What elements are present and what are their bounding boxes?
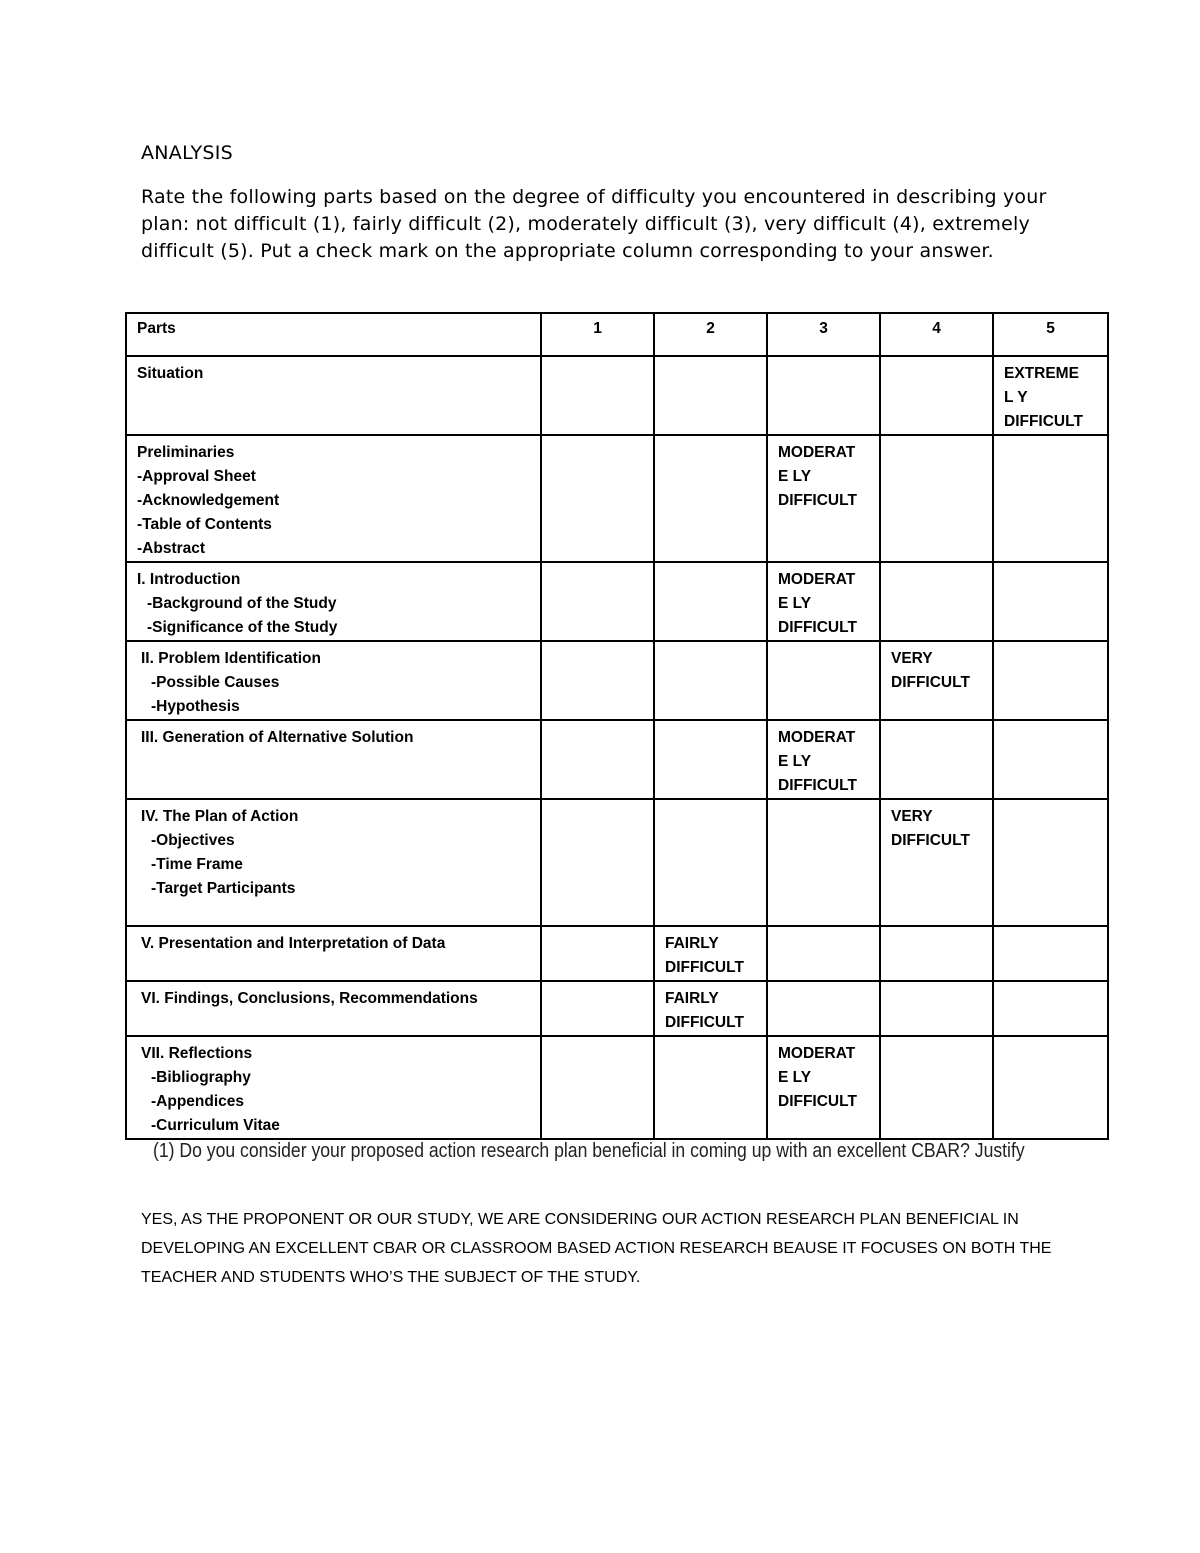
table-row <box>126 1036 1108 1139</box>
answer-text: YES, AS THE PROPONENT OR OUR STUDY, WE ARE CONSIDERING OUR ACTION RESEARCH PLAN BENEFICIAL IN DEVELOPING AN EXCELLENT CBAR OR CLASSROOM BASED ACTION RESEARCH BEAUSE IT FOCUSES ON BOTH THE TEACHER AND STUDENTS WHO’S THE SUBJECT OF THE STUDY. <box>141 1211 1052 1286</box>
header-col-5: 5 <box>993 313 1108 356</box>
part-subitem: -Curriculum Vitae <box>151 1117 280 1134</box>
part-cell <box>126 926 541 981</box>
rating-cell-3 <box>767 356 880 435</box>
rating-cell-5 <box>993 641 1108 720</box>
rating-mark: MODERATE LY DIFFICULT <box>778 1045 857 1110</box>
header-col-3: 3 <box>767 313 880 356</box>
rating-cell-2 <box>654 981 767 1036</box>
rating-cell-1 <box>541 1036 654 1139</box>
rating-cell-5 <box>993 799 1108 926</box>
table-row <box>126 720 1108 799</box>
part-subitem: -Background of the Study <box>147 595 337 612</box>
rating-cell-4 <box>880 435 993 562</box>
part-title: VI. Findings, Conclusions, Recommendations <box>141 990 478 1007</box>
difficulty-rating-table <box>125 312 1109 1140</box>
rating-mark: EXTREMEL Y DIFFICULT <box>1004 365 1083 430</box>
part-subitem: -Possible Causes <box>151 674 280 691</box>
rating-cell-5 <box>993 926 1108 981</box>
part-title: I. Introduction <box>137 571 241 588</box>
rating-cell-1 <box>541 799 654 926</box>
rating-cell-5 <box>993 356 1108 435</box>
rating-cell-3 <box>767 720 880 799</box>
rating-cell-2 <box>654 562 767 641</box>
rating-cell-3 <box>767 641 880 720</box>
rating-cell-1 <box>541 356 654 435</box>
rating-cell-4 <box>880 356 993 435</box>
rating-cell-2 <box>654 720 767 799</box>
rating-cell-2 <box>654 1036 767 1139</box>
rating-cell-1 <box>541 981 654 1036</box>
rating-cell-4 <box>880 1036 993 1139</box>
part-cell <box>126 981 541 1036</box>
rating-cell-1 <box>541 435 654 562</box>
part-subitem: -Bibliography <box>151 1069 251 1086</box>
part-subitem: -Approval Sheet <box>137 468 256 485</box>
page-title: ANALYSIS <box>141 142 234 164</box>
part-cell <box>126 641 541 720</box>
rating-cell-3 <box>767 926 880 981</box>
rating-cell-4 <box>880 799 993 926</box>
header-col-2: 2 <box>654 313 767 356</box>
rating-cell-3 <box>767 981 880 1036</box>
part-subitem: -Hypothesis <box>151 698 240 715</box>
rating-cell-5 <box>993 435 1108 562</box>
part-subitem: -Acknowledgement <box>137 492 280 509</box>
part-subitem: -Table of Contents <box>137 516 272 533</box>
rating-cell-1 <box>541 720 654 799</box>
part-cell <box>126 720 541 799</box>
table-row <box>126 641 1108 720</box>
rating-cell-2 <box>654 435 767 562</box>
rating-mark: FAIRLY DIFFICULT <box>665 990 744 1031</box>
rating-cell-4 <box>880 562 993 641</box>
rating-cell-3 <box>767 562 880 641</box>
part-title: II. Problem Identification <box>141 650 321 667</box>
part-title: III. Generation of Alternative Solution <box>141 729 414 746</box>
rating-cell-5 <box>993 981 1108 1036</box>
rating-cell-2 <box>654 356 767 435</box>
part-cell <box>126 356 541 435</box>
question-text: (1) Do you consider your proposed action research plan beneficial in coming up with an excellent CBAR? Justify <box>153 1140 1025 1162</box>
rating-mark: MODERATE LY DIFFICULT <box>778 571 857 636</box>
part-cell <box>126 799 541 926</box>
header-parts: Parts <box>126 313 541 356</box>
table-row <box>126 356 1108 435</box>
part-title: VII. Reflections <box>141 1045 253 1062</box>
rating-mark: MODERATE LY DIFFICULT <box>778 729 857 794</box>
rating-cell-4 <box>880 981 993 1036</box>
rating-cell-5 <box>993 1036 1108 1139</box>
rating-cell-2 <box>654 926 767 981</box>
header-col-4: 4 <box>880 313 993 356</box>
part-subitem: -Significance of the Study <box>147 619 338 636</box>
table-header-row <box>126 313 1108 356</box>
part-title: Preliminaries <box>137 444 235 461</box>
rating-cell-4 <box>880 641 993 720</box>
rating-cell-1 <box>541 641 654 720</box>
rating-cell-3 <box>767 1036 880 1139</box>
part-subitem: -Objectives <box>151 832 235 849</box>
part-subitem: -Abstract <box>137 540 206 557</box>
rating-cell-3 <box>767 799 880 926</box>
rating-mark: VERY DIFFICULT <box>891 650 970 691</box>
rating-cell-5 <box>993 562 1108 641</box>
rating-cell-3 <box>767 435 880 562</box>
part-cell <box>126 1036 541 1139</box>
part-subitem: -Target Participants <box>151 880 296 897</box>
rating-cell-1 <box>541 562 654 641</box>
rating-cell-2 <box>654 799 767 926</box>
rating-cell-1 <box>541 926 654 981</box>
part-title: V. Presentation and Interpretation of Data <box>141 935 446 952</box>
table-row <box>126 799 1108 926</box>
table-row <box>126 981 1108 1036</box>
rating-cell-4 <box>880 720 993 799</box>
rating-mark: MODERATE LY DIFFICULT <box>778 444 857 509</box>
rating-mark: VERY DIFFICULT <box>891 808 970 849</box>
rating-cell-4 <box>880 926 993 981</box>
rating-cell-5 <box>993 720 1108 799</box>
part-subitem: -Time Frame <box>151 856 243 873</box>
rating-mark: FAIRLY DIFFICULT <box>665 935 744 976</box>
part-title: IV. The Plan of Action <box>141 808 299 825</box>
part-title: Situation <box>137 365 204 382</box>
table-row <box>126 562 1108 641</box>
part-cell <box>126 435 541 562</box>
table-row <box>126 926 1108 981</box>
part-subitem: -Appendices <box>151 1093 245 1110</box>
rating-cell-2 <box>654 641 767 720</box>
header-col-1: 1 <box>541 313 654 356</box>
part-cell <box>126 562 541 641</box>
table-row <box>126 435 1108 562</box>
instructions-paragraph: Rate the following parts based on the degree of difficulty you encountered in describing your plan: not difficult (1), fairly difficult (2), moderately difficult (3), very difficult (4), extremely difficult (5). Put a check mark on the appropriate column corresponding to your answer. <box>141 186 1047 262</box>
